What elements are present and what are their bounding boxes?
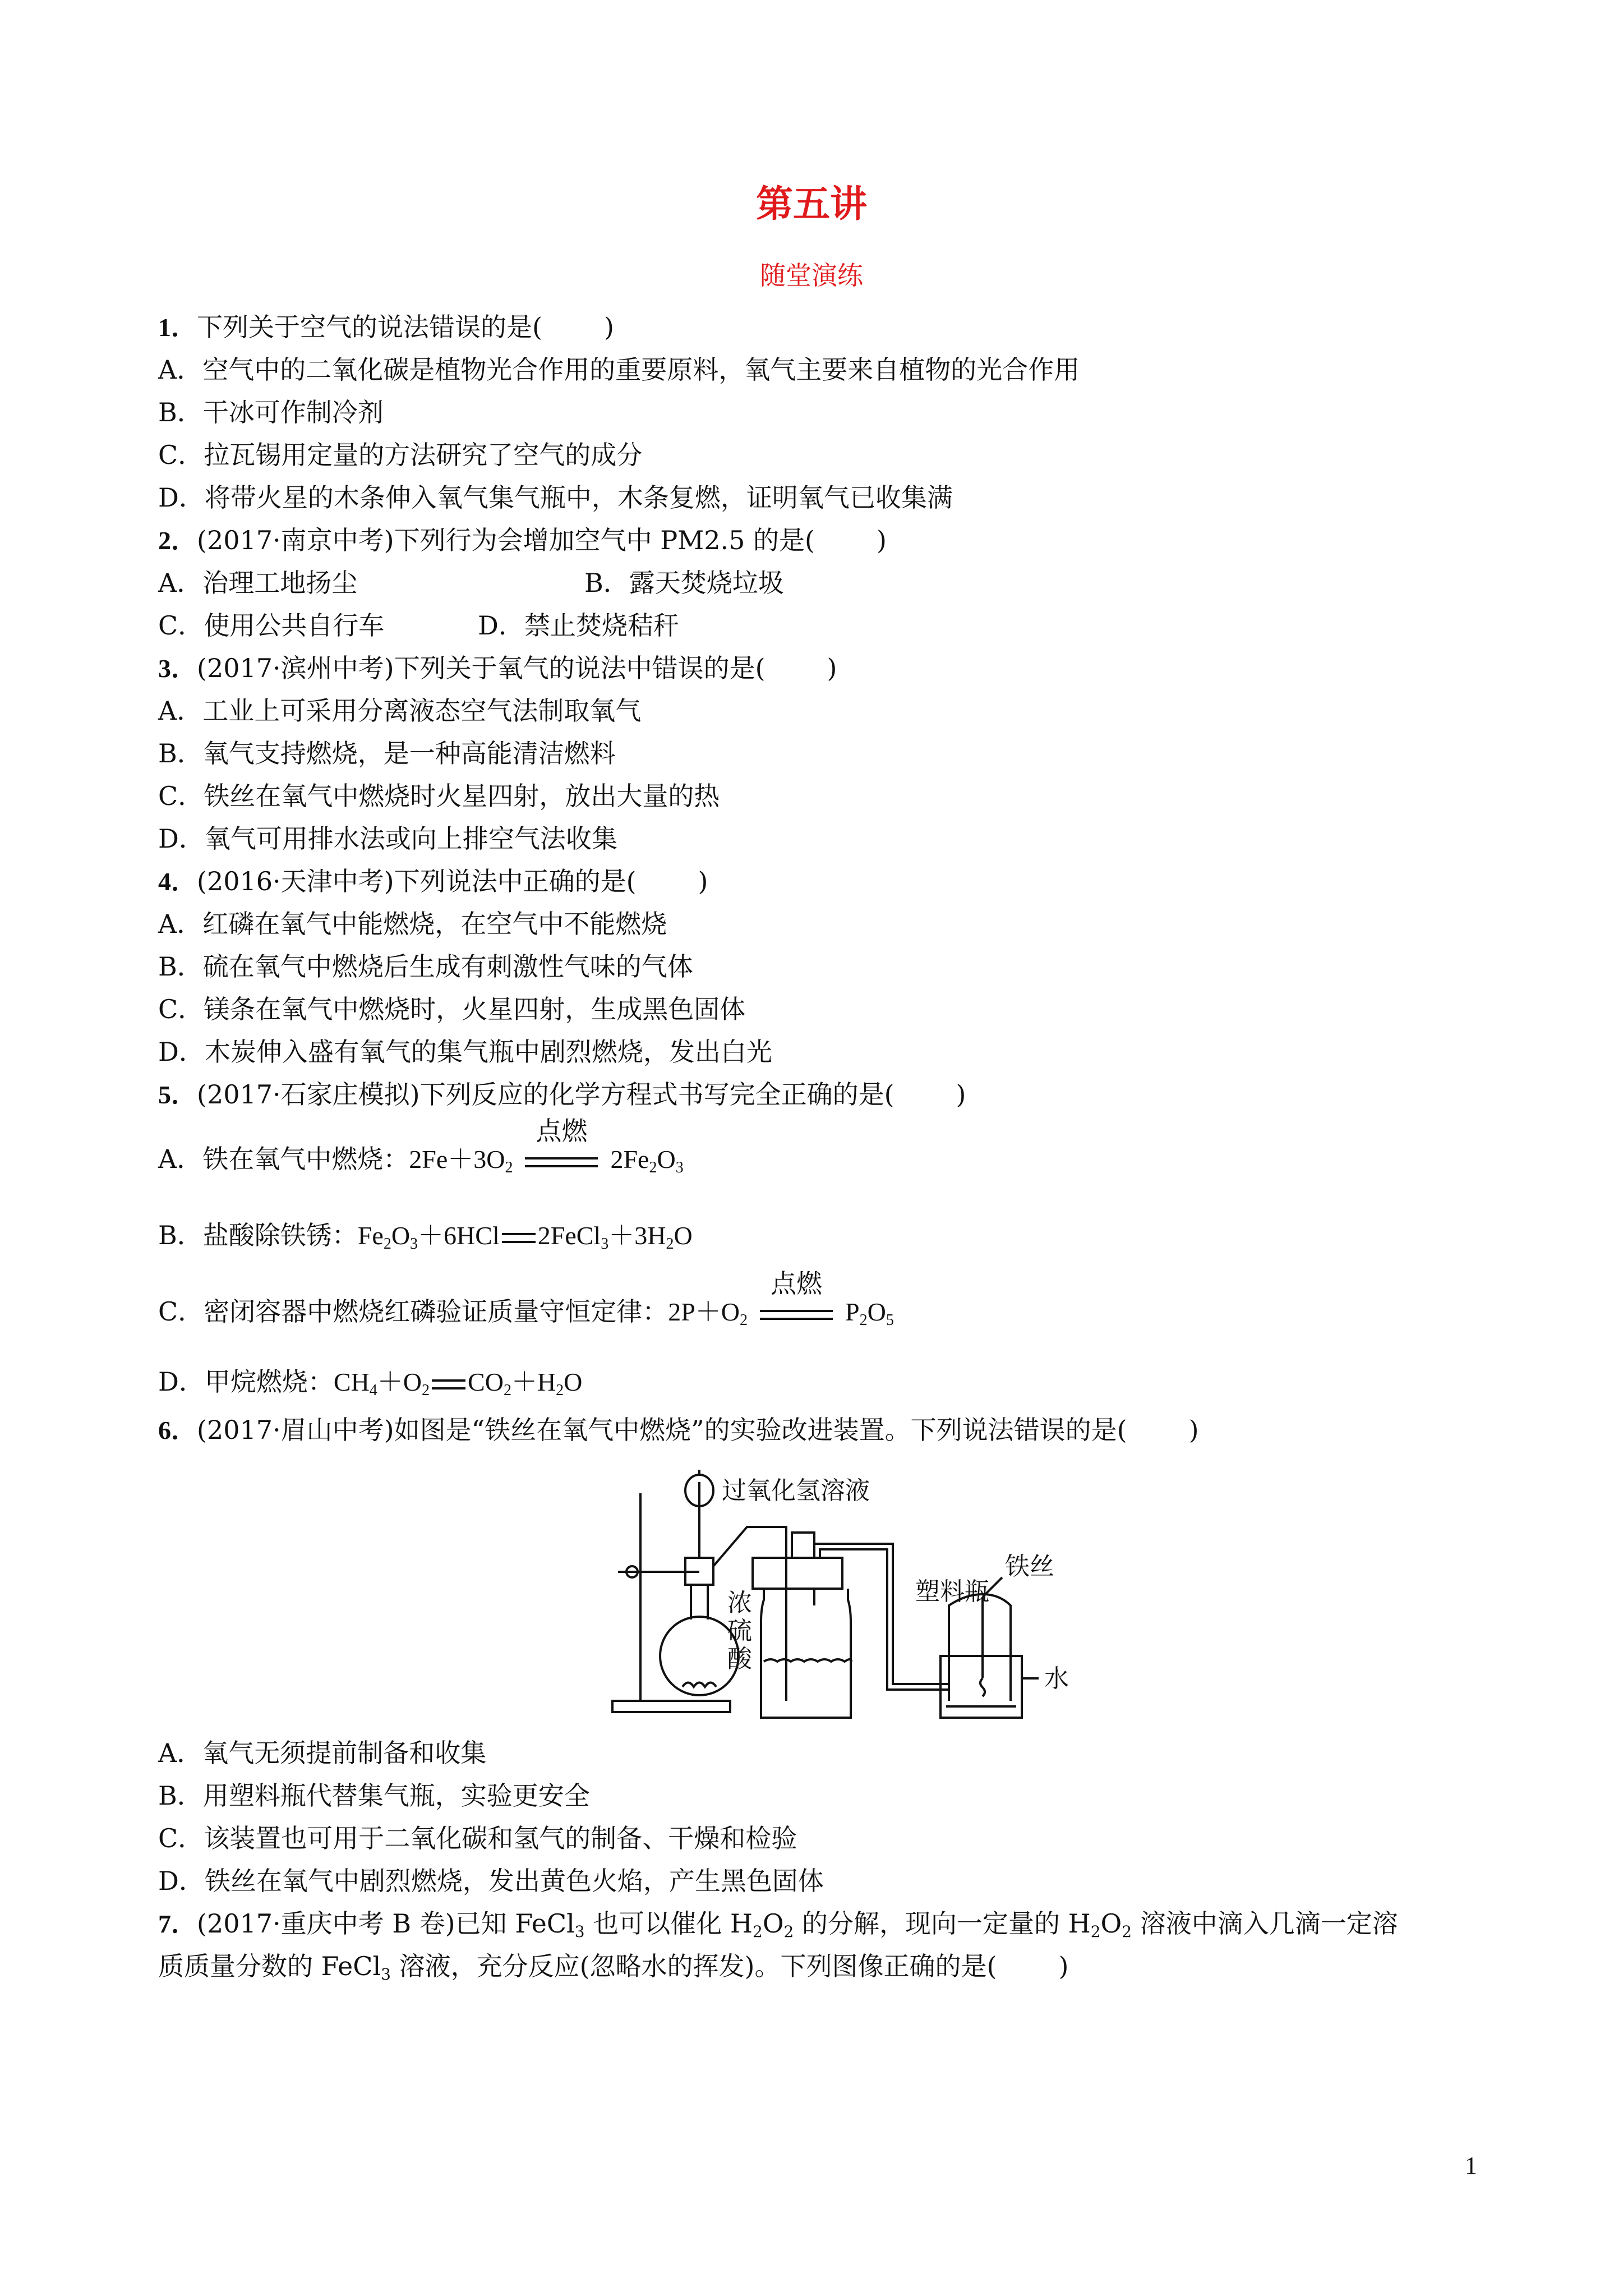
question-6-option-b[interactable]: B．用塑料瓶代替集气瓶，实验更安全 — [158, 1780, 590, 1811]
connecting-tube-2 — [814, 1544, 949, 1684]
question-2-option-b[interactable]: B．露天焚烧垃圾 — [584, 568, 784, 598]
question-5-stem: 5．(2017·石家庄模拟)下列反应的化学方程式书写完全正确的是( ) — [158, 1079, 966, 1110]
page-subtitle: 随堂演练 — [760, 260, 863, 291]
equation-a: $2Fe+3O_2$ 点燃 $2Fe_2O_3$ — [409, 1117, 684, 1176]
question-4-option-c[interactable]: C．镁条在氧气中燃烧时，火星四射，生成黑色固体 — [158, 994, 746, 1024]
question-5-option-d[interactable]: D．甲烷燃烧：$CH_4+O_2$ $CO_2+H_2O$ — [158, 1366, 583, 1399]
reaction-condition: 点燃 — [525, 1151, 598, 1173]
label-iron-wire: 铁丝 — [1005, 1552, 1054, 1581]
equation-b: $Fe_2O_3+6HCl$ $2FeCl_3+3H_2O$ — [357, 1221, 693, 1253]
question-number: 4． — [158, 867, 197, 896]
reaction-condition: 点燃 — [760, 1303, 833, 1326]
question-3-option-a[interactable]: A．工业上可采用分离液态空气法制取氧气 — [158, 696, 642, 726]
question-2-option-a[interactable]: A．治理工地扬尘 — [158, 568, 358, 598]
connecting-tube-1 — [713, 1527, 786, 1566]
stand-base — [612, 1701, 730, 1712]
page-title: 第五讲 — [756, 182, 867, 226]
label-acid-2: 硫 — [727, 1617, 752, 1645]
catalyst — [683, 1683, 716, 1687]
question-number: 6． — [158, 1416, 197, 1444]
question-list — [158, 306, 1493, 1987]
equation-d: $CH_4+O_2$ $CO_2+H_2O$ — [333, 1368, 583, 1399]
question-5-option-b[interactable]: B．盐酸除铁锈：$Fe_2O_3+6HCl$ $2FeCl_3+3H_2O$ — [158, 1220, 693, 1253]
question-7-stem-line-2: 质质量分数的 FeCl$_3$ 溶液，充分反应(忽略水的挥发)。下列图像正确的是( ) — [158, 1951, 1069, 1984]
question-2-option-d[interactable]: D．禁止焚烧秸秆 — [478, 610, 679, 641]
question-5-option-c[interactable]: C．密闭容器中燃烧红磷验证质量守恒定律：$2P+O_2$ 点燃 $P_2O_5$ — [158, 1269, 894, 1329]
question-3-option-b[interactable]: B．氧气支持燃烧，是一种高能清洁燃料 — [158, 738, 616, 769]
question-6-option-d[interactable]: D．铁丝在氧气中剧烈燃烧，发出黄色火焰，产生黑色固体 — [158, 1866, 824, 1896]
apparatus-diagram — [601, 1460, 1162, 1723]
question-1-option-d[interactable]: D．将带火星的木条伸入氧气集气瓶中，木条复燃，证明氧气已收集满 — [158, 482, 953, 513]
question-4-option-d[interactable]: D．木炭伸入盛有氧气的集气瓶中剧烈燃烧，发出白光 — [158, 1037, 772, 1067]
question-number: 7． — [158, 1910, 197, 1938]
bottle-stopper — [753, 1558, 842, 1589]
question-4-option-b[interactable]: B．硫在氧气中燃烧后生成有刺激性气味的气体 — [158, 951, 693, 982]
question-2-option-c[interactable]: C．使用公共自行车 — [158, 610, 385, 641]
question-6-option-c[interactable]: C．该装置也可用于二氧化碳和氢气的制备、干燥和检验 — [158, 1823, 797, 1853]
question-3-stem: 3．(2017·滨州中考)下列关于氧气的说法中错误的是( ) — [158, 653, 837, 683]
question-4-stem: 4．(2016·天津中考)下列说法中正确的是( ) — [158, 866, 708, 896]
page-number: 1 — [1465, 2152, 1477, 2179]
question-2-options-row-1 — [158, 562, 1493, 604]
label-acid-3: 酸 — [727, 1645, 752, 1673]
question-5-option-a[interactable]: A．铁在氧气中燃烧：$2Fe+3O_2$ 点燃 $2Fe_2O_3$ — [158, 1117, 684, 1176]
question-1-option-a[interactable]: A．空气中的二氧化碳是植物光合作用的重要原料，氧气主要来自植物的光合作用 — [158, 355, 1080, 385]
label-hydrogen-peroxide: 过氧化氢溶液 — [722, 1476, 870, 1505]
question-number: 1． — [158, 313, 197, 342]
question-number: 5． — [158, 1080, 197, 1109]
question-number: 3． — [158, 654, 197, 683]
apparatus-diagram-container — [158, 1451, 1493, 1732]
question-number: 2． — [158, 526, 197, 555]
label-acid-1: 浓 — [727, 1589, 752, 1617]
question-7-stem-line-1: 7．(2017·重庆中考 B 卷)已知 FeCl$_3$ 也可以催化 $H_2O_2$ 的分解，现向一定量的 $H_2O_2$ 溶液中滴入几滴一定溶 — [158, 1908, 1398, 1941]
question-1-option-b[interactable]: B．干冰可作制冷剂 — [158, 397, 384, 427]
question-6-option-a[interactable]: A．氧气无须提前制备和收集 — [158, 1738, 487, 1768]
label-plastic-bottle: 塑料瓶 — [915, 1577, 989, 1606]
question-2-options-row-2 — [158, 604, 1493, 647]
question-3-option-c[interactable]: C．铁丝在氧气中燃烧时火星四射，放出大量的热 — [158, 781, 720, 811]
label-water: 水 — [1044, 1664, 1069, 1693]
equation-c: $2P+O_2$ 点燃 $P_2O_5$ — [668, 1269, 894, 1329]
question-4-option-a[interactable]: A．红磷在氧气中能燃烧，在空气中不能燃烧 — [158, 909, 667, 939]
question-3-option-d[interactable]: D．氧气可用排水法或向上排空气法收集 — [158, 823, 617, 854]
question-2-stem: 2．(2017·南京中考)下列行为会增加空气中 PM2.5 的是( ) — [158, 525, 887, 555]
acid-surface — [764, 1659, 851, 1662]
question-6-stem: 6．(2017·眉山中考)如图是“铁丝在氧气中燃烧”的实验改进装置。下列说法错误的是( ) — [158, 1415, 1199, 1445]
question-1-stem: 1．下列关于空气的说法错误的是( ) — [158, 312, 614, 342]
question-1-option-c[interactable]: C．拉瓦锡用定量的方法研究了空气的成分 — [158, 440, 643, 470]
gas-washing-bottle — [761, 1589, 851, 1718]
